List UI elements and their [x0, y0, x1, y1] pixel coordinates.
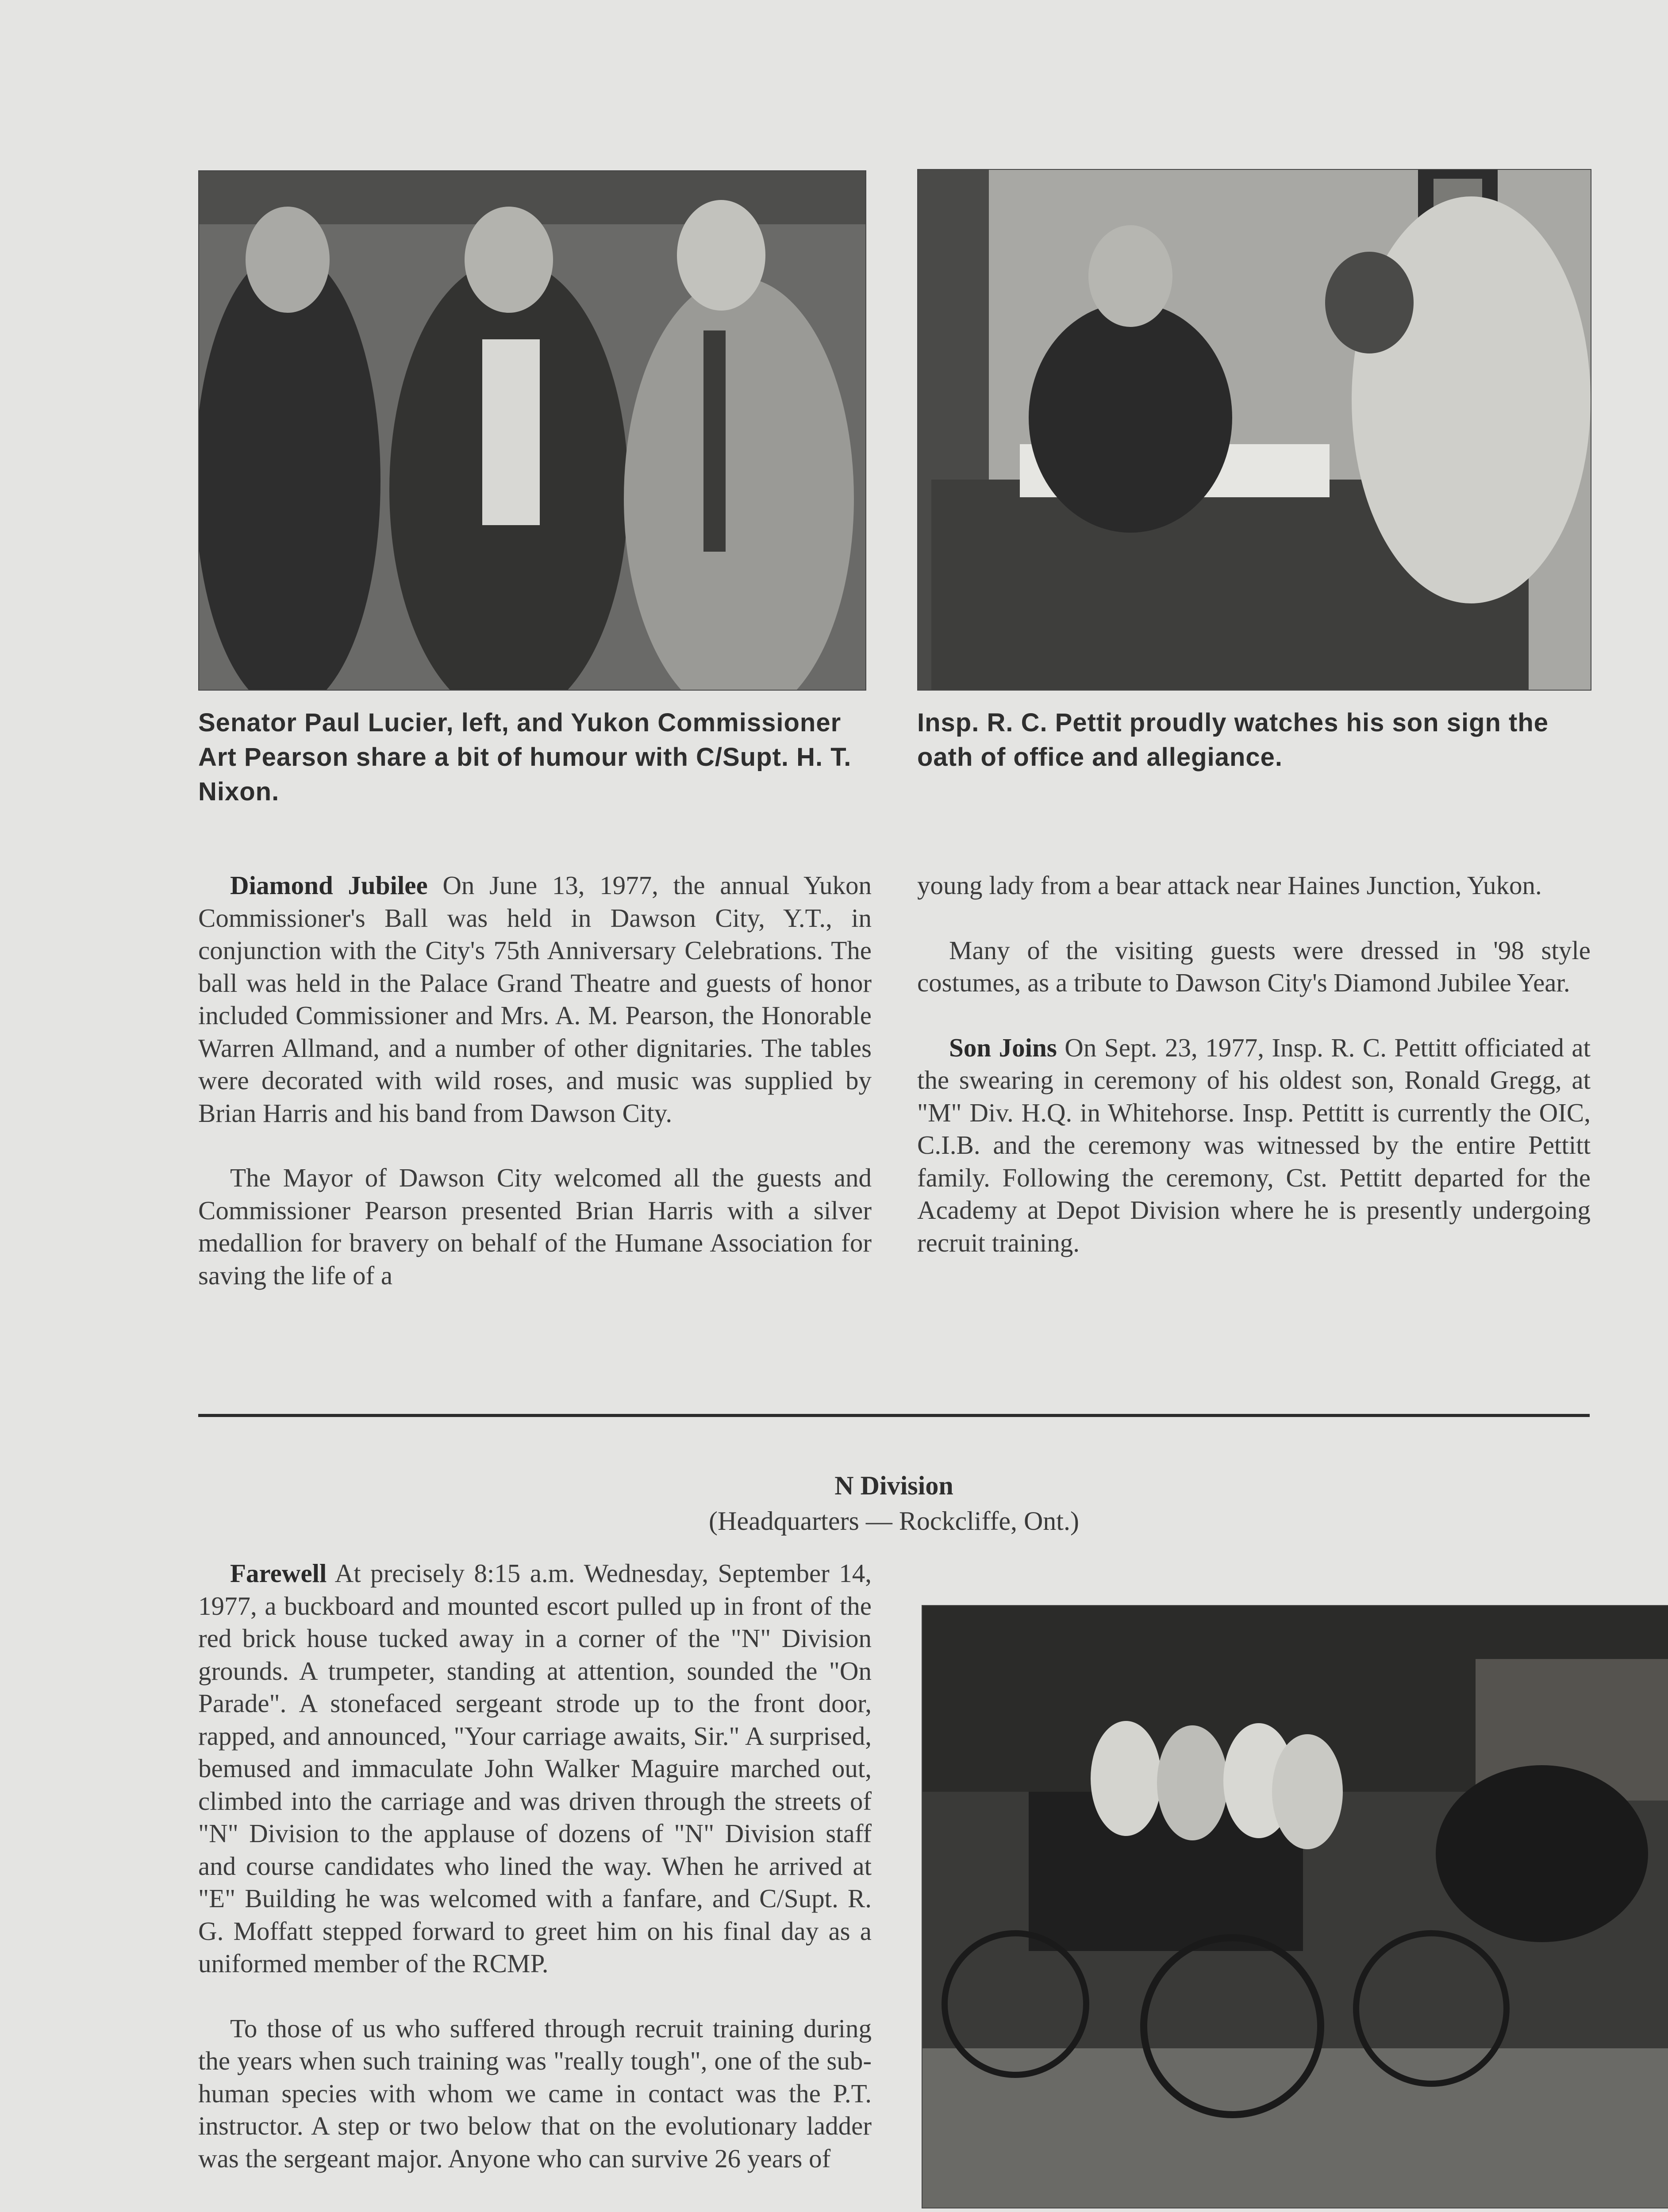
- text-recruit-training: To those of us who suffered through recruit training during the years when such training was "really tough", one of the sub-human species with whom we came in contact was the P.T. instructor. A step or two below that on the evolutionary ladder was the sergeant major. Anyone who can survive 26 years of: [198, 2013, 872, 2173]
- text-son-joins: On Sept. 23, 1977, Insp. R. C. Pettitt officiated at the swearing in ceremony of his oldest son, Ronald Gregg, at "M" Div. H.Q. in Whitehorse. Insp. Pettitt is currently the OIC, C.I.B. and the ceremony was witnessed by the entire Pettitt family. Following the ceremony, Cst. Pettitt departed for the Academy at Depot Division where he is presently undergoing recruit training.: [917, 1033, 1591, 1257]
- text-costumes: Many of the visiting guests were dressed in '98 style costumes, as a tribute to Dawson City's Diamond Jubilee Year.: [917, 935, 1591, 997]
- photo-buckboard: [922, 1605, 1668, 2208]
- headline-diamond-jubilee: Diamond Jubilee: [230, 871, 428, 900]
- section-subheading: (Headquarters — Rockcliffe, Ont.): [709, 1506, 1079, 1536]
- article-right-column: [917, 869, 1591, 1291]
- photo-buckboard-image: [922, 1606, 1668, 2208]
- headline-farewell: Farewell: [230, 1559, 327, 1588]
- section-divider: [198, 1414, 1590, 1417]
- article-diamond-jubilee: [198, 869, 872, 1324]
- caption-officials: Senator Paul Lucier, left, and Yukon Commissioner Art Pearson share a bit of humour with C/Supt. H. T. Nixon.: [198, 708, 852, 806]
- photo-oath-image: [918, 170, 1591, 690]
- text-farewell: At precisely 8:15 a.m. Wednesday, September 14, 1977, a buckboard and mounted escort pulled up in front of the red brick house tucked away in a corner of the "N" Division grounds. A trumpeter, standing at attention, sounded the "On Parade". A stonefaced sergeant strode up to the front door, rapped, and announced, "Your carriage awaits, Sir." A surprised, bemused and immaculate John Walker Maguire marched out, climbed into the carriage and was driven through the streets of "N" Division to the applause of dozens of "N" Division staff and course candidates who lined the way. When he arrived at "E" Building he was welcomed with a fanfare, and C/Supt. R. G. Moffatt stepped forward to greet him on his final day as a uniformed member of the RCMP.: [198, 1559, 872, 1978]
- photo-oath-signing: [917, 169, 1591, 691]
- caption-oath: Insp. R. C. Pettit proudly watches his son sign the oath of office and allegiance.: [917, 708, 1549, 772]
- section-heading-n-division: N Division: [834, 1471, 953, 1500]
- text-mayor-welcome: The Mayor of Dawson City welcomed all the guests and Commissioner Pearson presented Brian Harris with a silver medallion for bravery on behalf of the Humane Association for saving the life of a: [198, 1163, 872, 1290]
- photo-officials-humour: [198, 170, 866, 691]
- text-diamond-jubilee: On June 13, 1977, the annual Yukon Commissioner's Ball was held in Dawson City, Y.T., in conjunction with the City's 75th Anniversary Celebrations. The ball was held in the Palace Grand Theatre and guests of honor included Commissioner and Mrs. A. M. Pearson, the Honorable Warren Allmand, and a number of other dignitaries. The tables were decorated with wild roses, and music was supplied by Brian Harris and his band from Dawson City.: [198, 871, 872, 1128]
- headline-son-joins: Son Joins: [949, 1033, 1057, 1062]
- article-farewell: [198, 1557, 872, 2207]
- text-bear-attack: young lady from a bear attack near Haines Junction, Yukon.: [917, 871, 1542, 900]
- photo-officials-image: [199, 171, 865, 690]
